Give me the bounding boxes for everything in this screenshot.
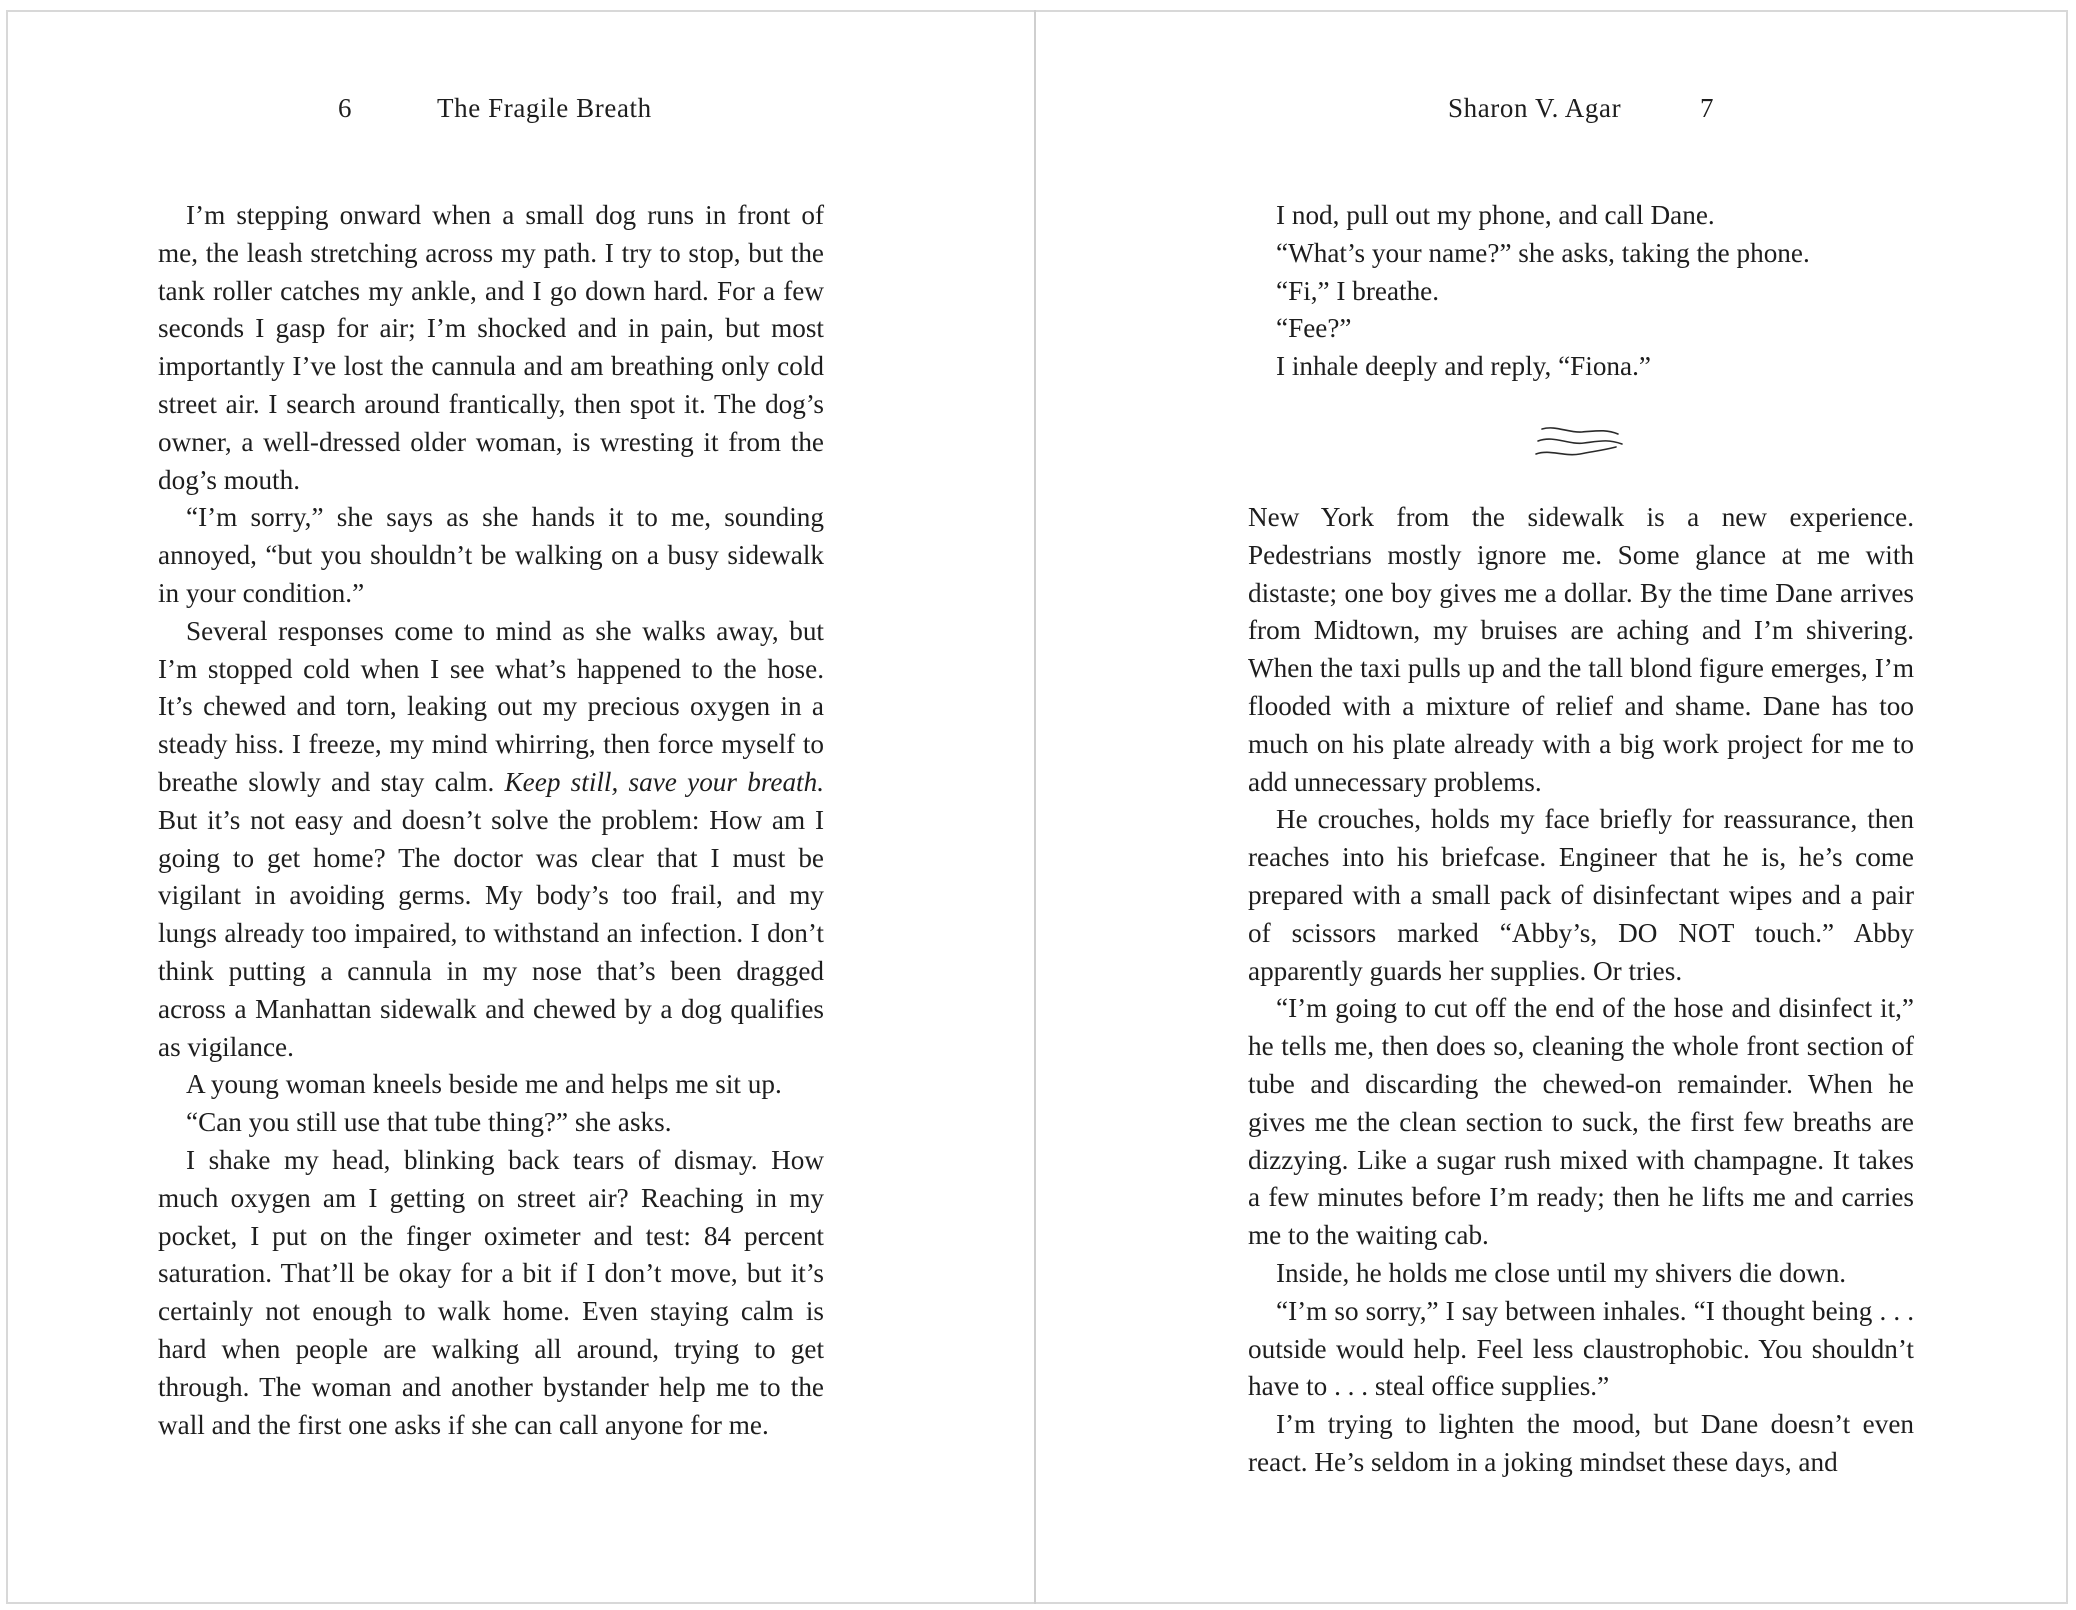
paragraph-text: Several responses come to mind as she walks away, but I’m stopped cold when I see what’s happened to the hose. It’s chewed and torn, leaking out my precious oxygen in a steady hiss. I freeze, my mind whirring, then force myself to breathe slowly and stay calm. <box>158 615 824 797</box>
right-page-scene-two <box>1248 499 1914 1482</box>
left-page <box>6 10 1034 1604</box>
paragraph: “I’m so sorry,” I say between inhales. “I thought being . . . outside would help. Feel less claustrophobic. You shouldn’t have to . . . steal office supplies.” <box>1248 1295 1914 1402</box>
paragraph: “I’m going to cut off the end of the hose and disinfect it,” he tells me, then does so, cleaning the whole front section of tube and discarding the chewed-on remainder. When he gives me the clean section to suck, the first few breaths are dizzying. Like a sugar rush mixed with champagne. It takes a few minutes before I’m ready; then he lifts me and carries me to the waiting cab. <box>1248 993 1914 1251</box>
running-title: The Fragile Breath <box>437 93 652 123</box>
right-page-scene-one <box>1248 197 1914 386</box>
paragraph: I inhale deeply and reply, “Fiona.” <box>1276 351 1651 382</box>
paragraph: I’m trying to lighten the mood, but Dane doesn’t even react. He’s seldom in a joking mindset these days, and <box>1248 1409 1914 1477</box>
paragraph-text: But it’s not easy and doesn’t solve the problem: How am I going to get home? The doctor was clear that I must be vigilant in avoiding germs. My body’s too frail, and my lungs already too impaired, to withstand an infection. I don’t think putting a cannula in my nose that’s been dragged across a Manhattan sidewalk and chewed by a dog qualifies as vigilance. <box>158 804 824 1062</box>
page-number-right: 7 <box>1700 93 1715 123</box>
paragraph: New York from the sidewalk is a new experience. Pedestrians mostly ignore me. Some glance at me with distaste; one boy gives me a dollar. By the time Dane arrives from Midtown, my bruises are aching and I’m shivering. When the taxi pulls up and the tall blond figure emerges, I’m flooded with a mixture of relief and shame. Dane has too much on his plate already with a big work project for me to add unnecessary problems. <box>1248 502 1914 797</box>
paragraph: I’m stepping onward when a small dog runs in front of me, the leash stretching across my path. I try to stop, but the tank roller catches my ankle, and I go down hard. For a few seconds I gasp for air; I’m shocked and in pain, but most importantly I’ve lost the cannula and am breathing only cold street air. I search around frantically, then spot it. The dog’s owner, a well-dressed older woman, is wresting it from the dog’s mouth. <box>158 200 824 495</box>
paragraph: “What’s your name?” she asks, taking the phone. <box>1276 237 1810 268</box>
paragraph: A young woman kneels beside me and helps me sit up. <box>186 1069 782 1100</box>
paragraph: He crouches, holds my face briefly for reassurance, then reaches into his briefcase. Engineer that he is, he’s come prepared with a small pack of disinfectant wipes and a pair of scissors marked “Abby’s, DO NOT touch.” Abby apparently guards her supplies. Or tries. <box>1248 804 1914 986</box>
italic-thought: Keep still, save your breath. <box>504 766 824 797</box>
paragraph: “Fi,” I breathe. <box>1276 275 1440 306</box>
left-page-body <box>158 197 824 1444</box>
paragraph: “Fee?” <box>1276 313 1352 344</box>
running-author: Sharon V. Agar <box>1448 93 1622 123</box>
paragraph: Inside, he holds me close until my shivers die down. <box>1276 1257 1847 1288</box>
paragraph: “I’m sorry,” she says as she hands it to me, sounding annoyed, “but you shouldn’t be walking on a busy sidewalk in your condition.” <box>158 502 824 608</box>
paragraph: “Can you still use that tube thing?” she asks. <box>186 1107 672 1138</box>
paragraph: I nod, pull out my phone, and call Dane. <box>1276 200 1715 230</box>
paragraph <box>158 613 824 1067</box>
page-number-left: 6 <box>338 93 353 123</box>
right-page <box>1036 10 2068 1604</box>
paragraph: I shake my head, blinking back tears of dismay. How much oxygen am I getting on street air? Reaching in my pocket, I put on the finger oximeter and test: 84 percent saturation. That’ll be okay for a bit if I don’t move, but it’s certainly not enough to walk home. Even staying calm is hard when people are walking all around, trying to get through. The woman and another bystander help me to the wall and the first one asks if she can call anyone for me. <box>158 1144 824 1440</box>
wave-ornament-icon <box>1534 423 1624 459</box>
